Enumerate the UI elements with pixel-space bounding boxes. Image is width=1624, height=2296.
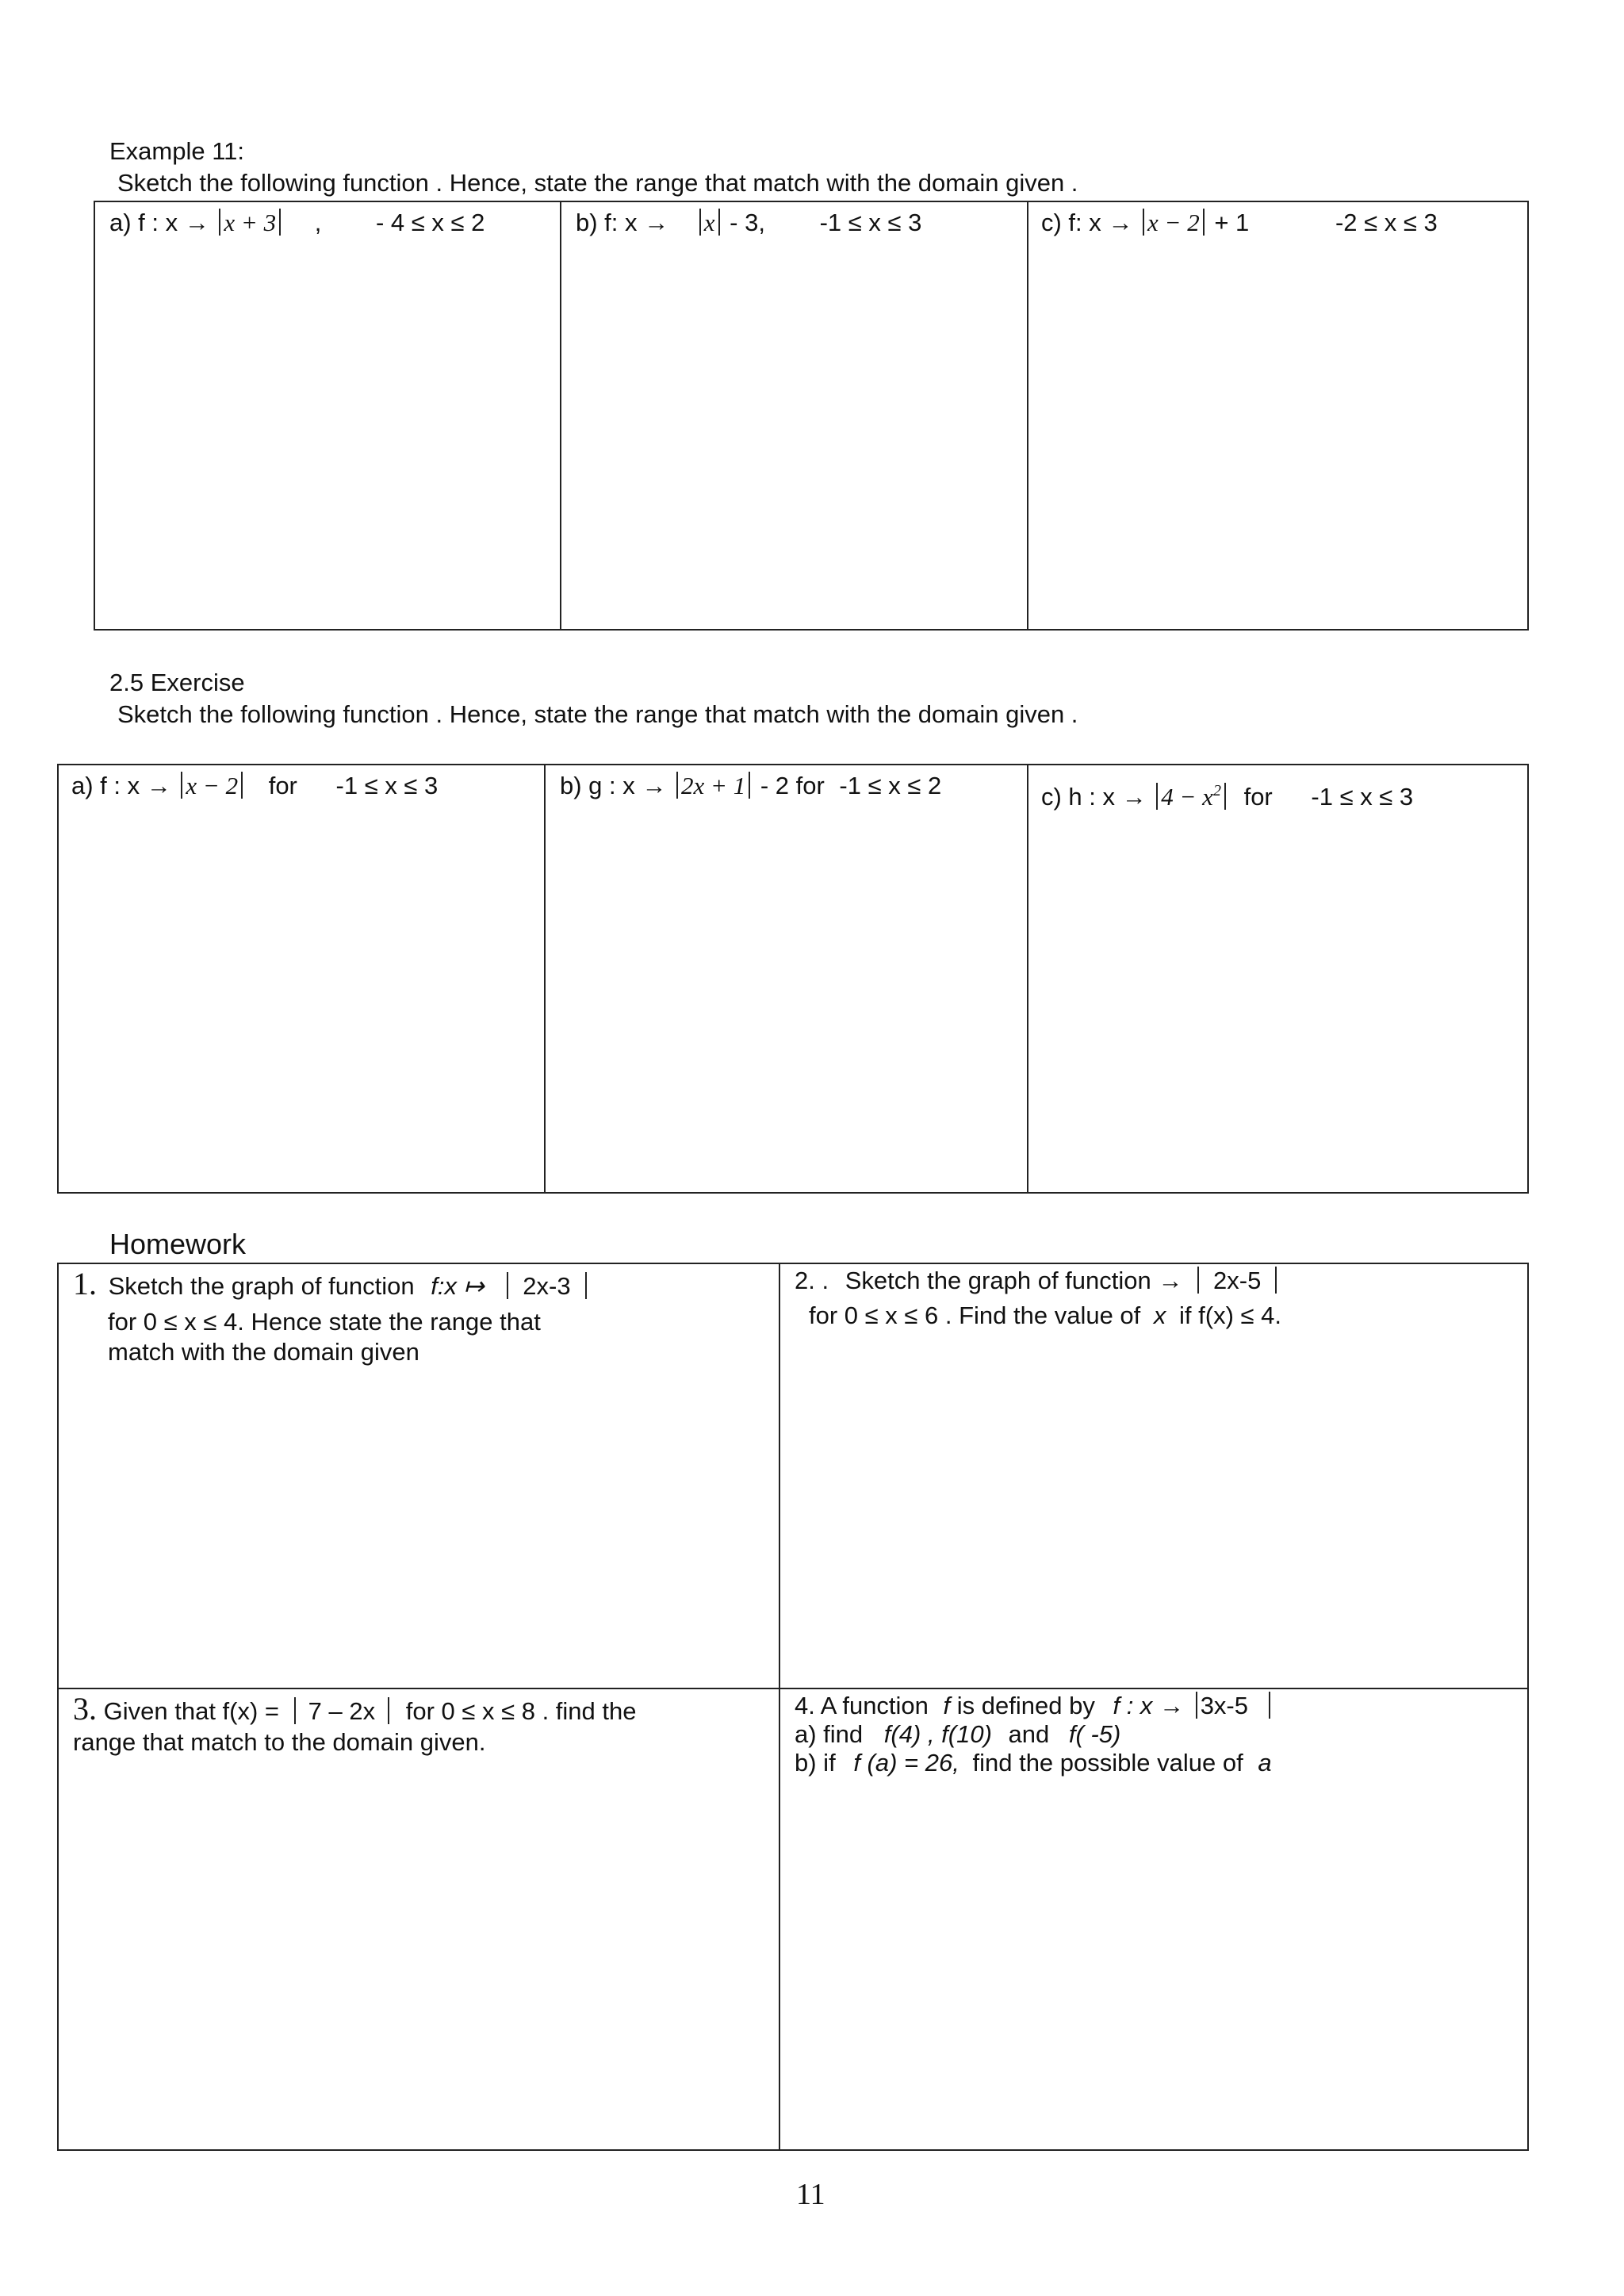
abs-bar-left <box>294 1697 296 1724</box>
q4-expr: 3x-5 <box>1200 1692 1248 1719</box>
abs-bar-right <box>585 1272 587 1299</box>
exercise-a-label: a) f : x <box>71 772 140 799</box>
exercise-divider-2 <box>1027 764 1028 1194</box>
q4-f: f <box>943 1692 951 1719</box>
arrow-icon: → <box>146 772 178 799</box>
abs-bar-left <box>507 1272 508 1299</box>
q1-number: 1. <box>73 1266 97 1301</box>
exercise-cell-a <box>71 771 438 801</box>
abs-bar-right <box>749 772 750 799</box>
example-c-label: c) f: x <box>1041 209 1101 236</box>
exercise-b-expr: 2x + 1 <box>681 772 746 799</box>
q4-b-rest: find the possible value of <box>972 1749 1243 1777</box>
exercise-b-label: b) g : x <box>560 772 635 799</box>
exercise-a-for: for <box>268 772 297 799</box>
q3-line1b: for 0 ≤ x ≤ 8 . find the <box>405 1697 637 1725</box>
q2-line2: for 0 ≤ x ≤ 6 . Find the value of <box>809 1301 1141 1329</box>
abs-bar-left <box>1196 1692 1197 1719</box>
abs-bar-right <box>279 209 281 236</box>
homework-q2 <box>795 1266 1280 1296</box>
q1-line1: Sketch the graph of function <box>108 1272 415 1300</box>
exercise-c-sup: 2 <box>1212 782 1221 799</box>
example-cell-a <box>109 208 485 238</box>
arrow-icon: → <box>1121 783 1154 811</box>
abs-bar-left <box>1156 783 1158 810</box>
exercise-cell-b <box>560 771 941 801</box>
q4-a-label: a) find <box>795 1720 864 1748</box>
example-a-label: a) f : x <box>109 209 178 236</box>
exercise-c-expr: 4 − x <box>1161 783 1213 811</box>
homework-heading: Homework <box>109 1228 247 1260</box>
abs-bar-left <box>1143 209 1144 236</box>
example-a-expr: x + 3 <box>224 209 277 236</box>
arrow-icon: → <box>1108 209 1140 236</box>
q1-expr: 2x-3 <box>523 1272 571 1300</box>
q4-a-and: and <box>1008 1720 1050 1748</box>
abs-bar-right <box>1224 783 1226 810</box>
homework-divider-h <box>57 1688 1529 1689</box>
q4-b-label: b) if <box>795 1749 836 1777</box>
abs-bar-right <box>241 772 243 799</box>
page-number: 11 <box>796 2178 825 2211</box>
example-b-domain: -1 ≤ x ≤ 3 <box>819 209 922 236</box>
abs-bar-left <box>219 209 220 236</box>
example-a-after: , <box>314 209 322 236</box>
example-c-expr: x − 2 <box>1147 209 1200 236</box>
example-a-domain: - 4 ≤ x ≤ 2 <box>375 209 485 236</box>
abs-bar-right <box>1269 1692 1270 1719</box>
q4-a-f10: f(10) <box>941 1720 992 1748</box>
q4-b-fa: f (a) = 26, <box>853 1749 959 1777</box>
exercise-b-domain: -1 ≤ x ≤ 2 <box>839 772 942 799</box>
q1-line3: match with the domain given <box>108 1338 419 1366</box>
exercise-c-label: c) h : x <box>1041 783 1116 811</box>
q3-number: 3. <box>73 1691 97 1727</box>
q1-fx: f:x ↦ <box>431 1272 485 1300</box>
abs-bar-right <box>718 209 720 236</box>
q2-number: 2. . <box>795 1267 829 1294</box>
example-b-label: b) f: x <box>576 209 638 236</box>
q2-var: x <box>1153 1301 1166 1329</box>
arrow-icon: → <box>644 209 676 236</box>
homework-q3 <box>73 1691 637 1727</box>
example-divider-2 <box>1027 201 1028 631</box>
q4-a-f4: f(4) , <box>883 1720 935 1748</box>
q2-expr: 2x-5 <box>1213 1267 1262 1294</box>
example-c-domain: -2 ≤ x ≤ 3 <box>1335 209 1438 236</box>
abs-bar-left <box>676 772 678 799</box>
exercise-c-domain: -1 ≤ x ≤ 3 <box>1311 783 1414 811</box>
example-instruction: Sketch the following function . Hence, state the range that match with the domain given . <box>117 169 1078 197</box>
q3-line1: Given that f(x) = <box>103 1697 280 1725</box>
arrow-icon: → <box>642 772 674 799</box>
abs-bar-right <box>1203 209 1205 236</box>
example-divider-1 <box>560 201 561 631</box>
arrow-icon: → <box>184 209 216 236</box>
abs-bar-left <box>181 772 182 799</box>
exercise-heading: 2.5 Exercise <box>109 669 245 696</box>
abs-bar-right <box>388 1697 389 1724</box>
q1-line2: for 0 ≤ x ≤ 4. Hence state the range that <box>108 1308 541 1336</box>
abs-bar-left <box>699 209 701 236</box>
example-c-after: + 1 <box>1214 209 1250 236</box>
abs-bar-right <box>1275 1267 1277 1294</box>
q3-line2: range that match to the domain given. <box>73 1728 486 1756</box>
example-b-after: - 3, <box>730 209 765 236</box>
q4-line1b: is defined by <box>956 1692 1095 1719</box>
example-heading: Example 11: <box>109 137 245 165</box>
exercise-a-expr: x − 2 <box>186 772 239 799</box>
exercise-a-domain: -1 ≤ x ≤ 3 <box>335 772 439 799</box>
exercise-divider-1 <box>544 764 546 1194</box>
abs-bar-left <box>1197 1267 1199 1294</box>
exercise-b-after: - 2 for <box>760 772 825 799</box>
q4-part-b <box>795 1748 1272 1778</box>
exercise-table <box>57 764 1529 1194</box>
q2-line1: Sketch the graph of function → <box>845 1267 1183 1294</box>
q4-line1: 4. A function <box>795 1692 929 1719</box>
q4-def: f : x → <box>1113 1692 1185 1719</box>
q2-line2b: if f(x) ≤ 4. <box>1179 1301 1282 1329</box>
q4-a-fm5: f( -5) <box>1068 1720 1121 1748</box>
example-b-expr: x <box>703 209 715 236</box>
q4-part-a <box>795 1719 1120 1750</box>
q2-line2-row <box>809 1301 1281 1331</box>
example-table <box>94 201 1529 631</box>
homework-divider-v <box>779 1263 780 2151</box>
q4-b-var: a <box>1258 1749 1272 1777</box>
homework-q4 <box>795 1691 1274 1721</box>
exercise-instruction: Sketch the following function . Hence, state the range that match with the domain given . <box>117 700 1078 728</box>
homework-q1 <box>73 1266 590 1301</box>
q3-expr: 7 – 2x <box>308 1697 376 1725</box>
exercise-cell-c <box>1041 776 1413 812</box>
exercise-c-for: for <box>1243 783 1273 811</box>
example-cell-b <box>576 208 921 238</box>
example-cell-c <box>1041 208 1438 238</box>
